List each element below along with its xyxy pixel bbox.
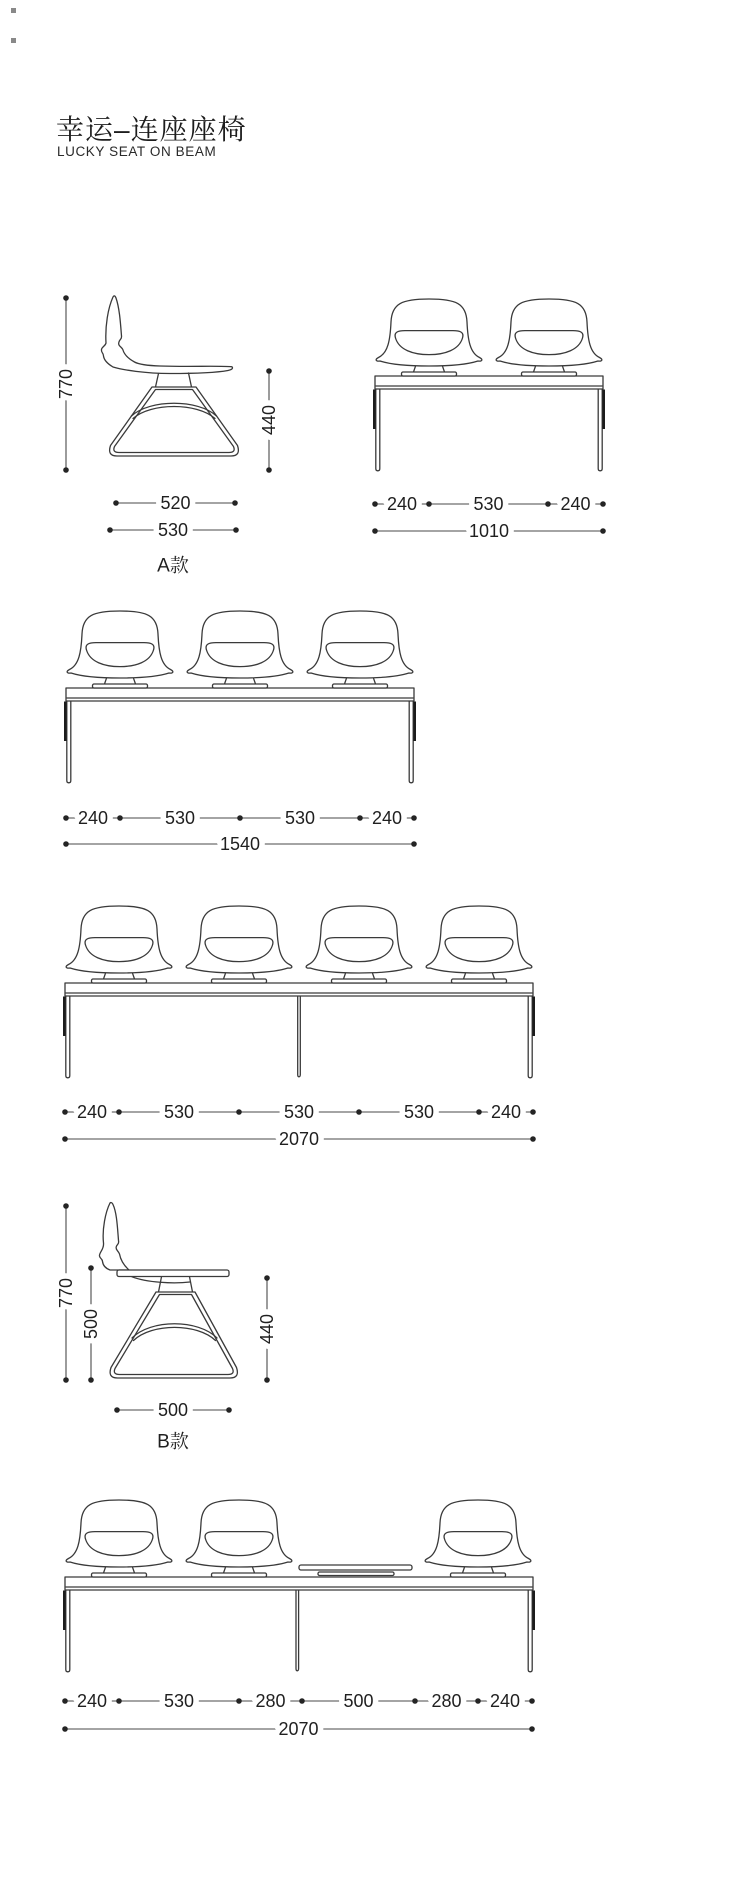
dim-label: 240 <box>560 494 591 514</box>
beam <box>375 376 603 389</box>
dim-label: 530 <box>403 1102 435 1122</box>
beam-leg <box>64 996 70 1078</box>
dim-base-width-500 <box>114 1400 232 1420</box>
dim-label: 530 <box>164 808 196 828</box>
beam-leg <box>409 701 415 783</box>
dim-label: 770 <box>56 368 76 400</box>
chair-front-view <box>425 1500 531 1577</box>
page-subtitle: LUCKY SEAT ON BEAM <box>57 144 217 159</box>
beam-center-leg <box>298 996 301 1077</box>
dim-row-total <box>63 834 417 854</box>
dim-label: 240 <box>76 1102 108 1122</box>
dim-label: 500 <box>157 1400 189 1420</box>
beam-leg <box>528 1590 534 1672</box>
chair-front-view <box>187 611 293 688</box>
drawing-side-a <box>56 295 279 576</box>
beam <box>65 1577 533 1590</box>
beam-leg <box>598 389 604 471</box>
beam-leg <box>65 701 71 783</box>
beam-leg <box>528 996 534 1078</box>
dim-label: 770 <box>56 1277 76 1309</box>
dim-label: 280 <box>431 1691 462 1711</box>
dim-label: 1540 <box>219 834 261 854</box>
chair-front-view <box>306 906 412 983</box>
drawing-beam-3-table <box>62 1500 535 1739</box>
dim-seat-depth-520 <box>113 493 238 513</box>
dim-label: 440 <box>257 1313 277 1345</box>
chair-front-view <box>186 1500 292 1577</box>
dim-height-770 <box>56 295 76 473</box>
chair-front-view <box>66 1500 172 1577</box>
dim-label: 520 <box>160 493 191 513</box>
beam <box>65 983 533 996</box>
dim-label: 530 <box>157 520 189 540</box>
drawing-beam-3 <box>63 611 417 854</box>
dim-row-segments <box>372 494 606 514</box>
dim-label: 530 <box>284 808 316 828</box>
artifact-mark <box>11 38 16 43</box>
dim-label: 440 <box>259 404 279 436</box>
chair-side-view <box>101 296 238 456</box>
beam-table <box>299 1565 412 1576</box>
dim-height-770 <box>56 1203 76 1383</box>
type-b-label: B款 <box>157 1431 189 1453</box>
dim-label: 530 <box>163 1102 195 1122</box>
dim-label: 240 <box>76 1691 108 1711</box>
dim-seat-height-440 <box>259 368 279 473</box>
drawing-beam-4 <box>62 906 536 1149</box>
artifact-mark <box>11 8 16 13</box>
dim-row-segments <box>63 808 417 828</box>
beam-center-leg <box>296 1590 299 1671</box>
dim-label: 530 <box>473 494 504 514</box>
dim-label: 2070 <box>278 1129 320 1149</box>
dim-label: 240 <box>77 808 109 828</box>
dim-label: 280 <box>255 1691 286 1711</box>
dim-label: 240 <box>386 494 418 514</box>
beam <box>66 688 414 701</box>
dim-label: 240 <box>489 1691 521 1711</box>
dim-label: 240 <box>371 808 403 828</box>
chair-front-view <box>186 906 292 983</box>
dim-row-total <box>372 521 606 541</box>
dim-label: 2070 <box>278 1719 319 1739</box>
chair-front-view <box>67 611 173 688</box>
dim-row-segments <box>62 1691 535 1711</box>
beam-leg <box>374 389 380 471</box>
drawing-side-b <box>56 1203 277 1453</box>
chair-front-view <box>496 299 602 376</box>
page-title: 幸运–连座座椅 <box>56 114 247 145</box>
dim-row-total <box>62 1719 535 1739</box>
dim-label: 500 <box>81 1308 101 1340</box>
dim-label: 1010 <box>468 521 510 541</box>
dim-row-segments <box>62 1102 536 1122</box>
dim-row-total <box>62 1129 536 1149</box>
dim-label: 530 <box>163 1691 195 1711</box>
drawing-beam-2 <box>372 299 606 541</box>
chair-side-view-tablet <box>99 1203 237 1378</box>
dim-overall-depth-530 <box>107 520 239 540</box>
dim-tablet-height-500 <box>81 1265 101 1383</box>
beam-leg <box>64 1590 70 1672</box>
chair-front-view <box>66 906 172 983</box>
chair-front-view <box>376 299 482 376</box>
dim-label: 500 <box>343 1691 374 1711</box>
dim-label: 530 <box>283 1102 315 1122</box>
chair-front-view <box>307 611 413 688</box>
chair-front-view <box>426 906 532 983</box>
type-a-label: A款 <box>157 555 189 577</box>
dim-label: 240 <box>490 1102 522 1122</box>
dim-seat-height-440 <box>257 1275 277 1383</box>
